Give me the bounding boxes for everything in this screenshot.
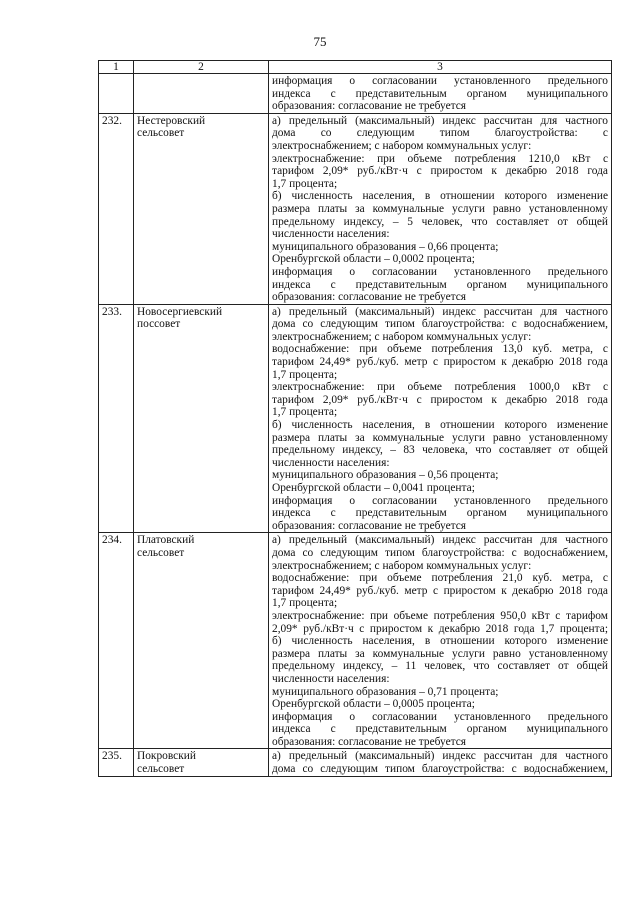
municipality-name-line: Новосергиевский <box>137 305 223 318</box>
description-line: образования: согласование не требуется <box>272 735 467 748</box>
description-line: электроснабжение: при объеме потребления 950,0 кВт с тарифом <box>272 609 608 622</box>
table-header-row <box>99 61 612 74</box>
description-line: информация о согласовании установленного предельного <box>272 75 608 87</box>
description-line: а) предельный (максимальный) индекс рассчитан для частного <box>272 750 608 763</box>
description-line: 1,7 процента; <box>272 406 338 419</box>
description-line: электроснабжением; с набором коммунальных услуг: <box>272 330 532 343</box>
description-line: информация о согласовании установленного предельного <box>272 265 608 278</box>
description-line: муниципального образования – 0,66 процента; <box>272 240 499 253</box>
table-row <box>99 113 612 304</box>
index-description <box>269 533 612 749</box>
table-body <box>99 74 612 777</box>
description-line: индекса с представительным органом муниципального <box>272 87 608 100</box>
municipality-name-line: Нестеровский <box>137 114 206 127</box>
description-line: дома со следующим типом благоустройства: с водоснабжением, <box>272 763 608 776</box>
document-table <box>98 60 612 777</box>
index-description <box>269 74 612 114</box>
description-line: электроснабжение: при объеме потребления 1210,0 кВт с <box>272 152 608 165</box>
description-line: электроснабжение: при объеме потребления 1000,0 кВт с <box>272 381 608 394</box>
index-description <box>269 749 612 776</box>
table-row <box>99 749 612 776</box>
index-description <box>269 304 612 533</box>
table-row <box>99 533 612 749</box>
description-line: 2,09* руб./кВт·ч с приростом к декабрю 2018 года 1,7 процента; <box>272 622 608 635</box>
municipality-name-line: сельсовет <box>137 763 185 776</box>
description-line: водоснабжение: при объеме потребления 21,0 куб. метра, с <box>272 572 608 585</box>
municipality-name-line: Покровский <box>137 750 196 763</box>
description-line: индекса с представительным органом муниципального <box>272 507 608 520</box>
table-row <box>99 74 612 114</box>
description-line: размера платы за коммунальные услуги равно установленному <box>272 202 608 215</box>
description-line: индекса с представительным органом муниципального <box>272 278 608 291</box>
description-line: предельному индексу, – 5 человек, что составляет от общей <box>272 215 608 228</box>
description-line: численности населения: <box>272 228 390 241</box>
municipality-name-line: сельсовет <box>137 546 185 559</box>
description-line: Оренбургской области – 0,0041 процента; <box>272 482 475 494</box>
row-number: 232. <box>99 113 134 304</box>
description-line: образования: согласование не требуется <box>272 100 467 113</box>
description-line: дома со следующим типом благоустройства: с водоснабжением, <box>272 546 608 559</box>
column-header-3: 3 <box>269 61 612 74</box>
description-line: б) численность населения, в отношении которого изменение <box>272 190 608 203</box>
description-line: а) предельный (максимальный) индекс рассчитан для частного <box>272 114 608 127</box>
row-number <box>99 74 134 114</box>
municipality-name <box>134 113 269 304</box>
description-line: 1,7 процента; <box>272 597 338 610</box>
column-header-2: 2 <box>134 61 269 74</box>
description-line: дома со следующим типом благоустройства: с водоснабжением, <box>272 318 608 331</box>
municipality-name-line: поссовет <box>137 318 181 331</box>
municipality-name-line <box>137 88 265 101</box>
municipality-name-line: Платовский <box>137 534 195 547</box>
description-line: размера платы за коммунальные услуги равно установленному <box>272 431 608 444</box>
description-line: образования: согласование не требуется <box>272 519 467 532</box>
description-line: 1,7 процента; <box>272 177 338 190</box>
index-description <box>269 113 612 304</box>
description-line: 1,7 процента; <box>272 368 338 381</box>
description-line: электроснабжением; с набором коммунальных услуг: <box>272 559 532 572</box>
row-number: 234. <box>99 533 134 749</box>
municipality-name <box>134 749 269 776</box>
page-number: 75 <box>313 34 327 49</box>
municipality-name-line <box>137 75 265 88</box>
description-line: тарифом 24,49* руб./куб. метр с приростом к декабрю 2018 года <box>272 356 608 369</box>
description-line: размера платы за коммунальные услуги равно установленному <box>272 647 608 660</box>
table-row <box>99 304 612 533</box>
description-line: предельному индексу, – 83 человека, что составляет от общей <box>272 444 608 457</box>
description-line: электроснабжением; с набором коммунальных услуг: <box>272 139 532 152</box>
description-line: тарифом 2,09* руб./кВт·ч с приростом к декабрю 2018 года <box>272 165 608 178</box>
municipality-name <box>134 533 269 749</box>
description-line: тарифом 24,49* руб./куб. метр с приростом к декабрю 2018 года <box>272 584 608 597</box>
municipality-name <box>134 304 269 533</box>
description-line: муниципального образования – 0,71 процента; <box>272 685 499 698</box>
description-line: информация о согласовании установленного предельного <box>272 710 608 723</box>
description-line: муниципального образования – 0,56 процента; <box>272 469 499 482</box>
description-line: Оренбургской области – 0,0002 процента; <box>272 253 475 266</box>
description-line: а) предельный (максимальный) индекс рассчитан для частного <box>272 534 608 547</box>
description-line: дома со следующим типом благоустройства: с <box>272 127 608 140</box>
description-line: образования: согласование не требуется <box>272 291 467 304</box>
description-line: предельному индексу, – 11 человек, что составляет от общей <box>272 660 608 673</box>
description-line: Оренбургской области – 0,0005 процента; <box>272 698 475 711</box>
row-number: 233. <box>99 304 134 533</box>
row-number: 235. <box>99 749 134 776</box>
municipality-name <box>134 74 269 114</box>
municipality-name-line: сельсовет <box>137 127 185 140</box>
description-line: б) численность населения, в отношении которого изменение <box>272 635 608 648</box>
description-line: информация о согласовании установленного предельного <box>272 494 608 507</box>
column-header-1: 1 <box>99 61 134 74</box>
description-line: численности населения: <box>272 456 390 469</box>
description-line: водоснабжение: при объеме потребления 13,0 куб. метра, с <box>272 343 608 356</box>
description-line: численности населения: <box>272 672 390 685</box>
description-line: тарифом 2,09* руб./кВт·ч с приростом к декабрю 2018 года <box>272 393 608 406</box>
description-line: б) численность населения, в отношении которого изменение <box>272 419 608 432</box>
description-line: индекса с представительным органом муниципального <box>272 723 608 736</box>
description-line: а) предельный (максимальный) индекс рассчитан для частного <box>272 305 608 318</box>
